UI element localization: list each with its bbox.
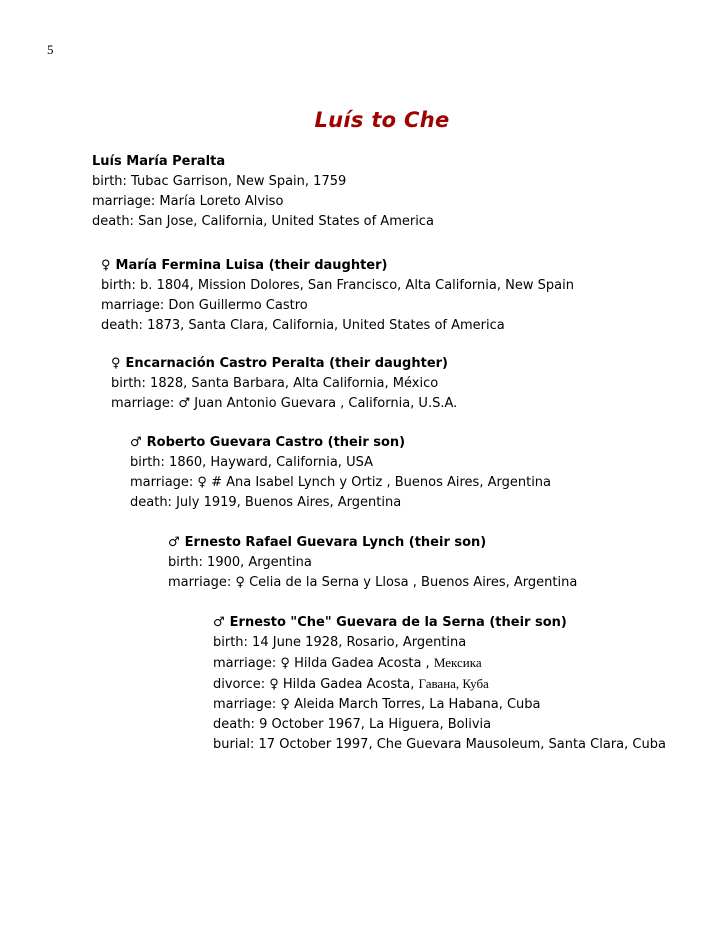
marriage-line: marriage: ♂ Juan Antonio Guevara , California, U.S.A. xyxy=(111,396,458,411)
death-line: death: 9 October 1967, La Higuera, Bolivia xyxy=(213,717,492,732)
male-symbol-icon: ♂ xyxy=(213,615,225,630)
female-symbol-icon: ♀ xyxy=(101,258,111,273)
birth-line: birth: 14 June 1928, Rosario, Argentina xyxy=(213,635,467,650)
male-symbol-icon: ♂ xyxy=(168,535,180,550)
person-encarnacion-castro-peralta xyxy=(111,354,457,414)
cyrillic-place: Мексика xyxy=(433,655,482,670)
person-name: ♂ Ernesto "Che" Guevara de la Serna (their son) xyxy=(213,615,567,630)
birth-line: birth: b. 1804, Mission Dolores, San Francisco, Alta California, New Spain xyxy=(101,278,574,293)
birth-line: birth: 1900, Argentina xyxy=(168,555,312,570)
marriage-line: marriage: ♀ Aleida March Torres, La Habana, Cuba xyxy=(213,697,541,712)
person-name: ♀ Encarnación Castro Peralta (their daughter) xyxy=(111,356,448,371)
marriage-line: marriage: ♀ Celia de la Serna y Llosa , Buenos Aires, Argentina xyxy=(168,575,578,590)
person-maria-fermina-luisa xyxy=(101,256,574,336)
person-luis-maria-peralta xyxy=(92,152,434,232)
cyrillic-place: Гавана, Куба xyxy=(418,676,489,691)
person-roberto-guevara-castro xyxy=(130,433,551,513)
male-symbol-icon: ♂ xyxy=(130,435,142,450)
person-name: ♂ Roberto Guevara Castro (their son) xyxy=(130,435,406,450)
person-name: Luís María Peralta xyxy=(92,154,226,169)
death-line: death: July 1919, Buenos Aires, Argentina xyxy=(130,495,402,510)
person-name: ♀ María Fermina Luisa (their daughter) xyxy=(101,258,388,273)
marriage-line: marriage: ♀ # Ana Isabel Lynch y Ortiz , Buenos Aires, Argentina xyxy=(130,475,552,490)
burial-line: burial: 17 October 1997, Che Guevara Mausoleum, Santa Clara, Cuba xyxy=(213,737,666,752)
death-line: death: 1873, Santa Clara, California, United States of America xyxy=(101,318,505,333)
marriage-line: marriage: María Loreto Alviso xyxy=(92,194,284,209)
female-symbol-icon: ♀ xyxy=(111,356,121,371)
marriage-line: marriage: ♀ Hilda Gadea Acosta , Мексика xyxy=(213,655,482,671)
marriage-line: marriage: Don Guillermo Castro xyxy=(101,298,308,313)
person-name: ♂ Ernesto Rafael Guevara Lynch (their son) xyxy=(168,535,487,550)
document-title: Luís to Che xyxy=(314,108,450,132)
birth-line: birth: Tubac Garrison, New Spain, 1759 xyxy=(92,174,347,189)
death-line: death: San Jose, California, United States of America xyxy=(92,214,434,229)
birth-line: birth: 1828, Santa Barbara, Alta California, México xyxy=(111,376,439,391)
page-number: 5 xyxy=(47,42,54,57)
person-ernesto-che-guevara xyxy=(213,613,666,755)
birth-line: birth: 1860, Hayward, California, USA xyxy=(130,455,373,470)
person-ernesto-rafael-guevara-lynch xyxy=(168,533,577,593)
divorce-line: divorce: ♀ Hilda Gadea Acosta, Гавана, Куба xyxy=(213,676,489,692)
